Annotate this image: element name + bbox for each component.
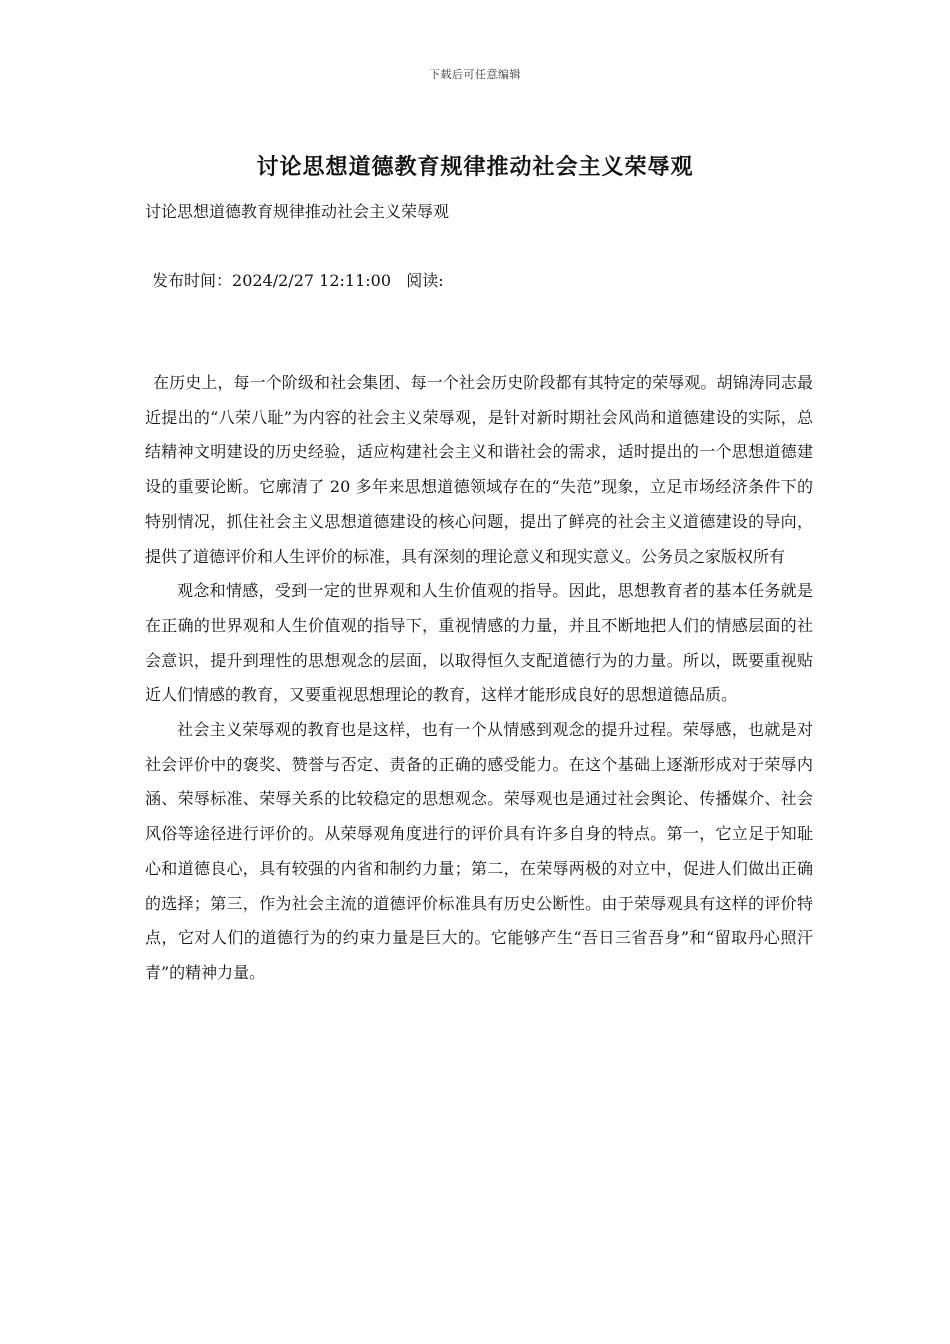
article-paragraph-1: 在历史上，每一个阶级和社会集团、每一个社会历史阶段都有其特定的荣辱观。胡锦涛同志最近提出的“八荣八耻”为内容的社会主义荣辱观，是针对新时期社会风尚和道德建设的实际，总结精神文明建设的历史经验，适应构建社会主义和谐社会的需求，适时提出的一个思想道德建设的重要论断。它廓清了 20 多年来思想道德领域存在的“失范”现象，立足市场经济条件下的特别情况，抓住社会主义思想道德建设的核心问题，提出了鲜亮的社会主义道德建设的导向，提供了道德评价和人生评价的标准，具有深刻的理论意义和现实意义。公务员之家版权所有 [145, 373, 813, 566]
page-header-note: 下载后可任意编辑 [429, 68, 521, 81]
article-paragraph-3: 社会主义荣辱观的教育也是这样，也有一个从情感到观念的提升过程。荣辱感，也就是对社会评价中的褒奖、赞誉与否定、责备的正确的感受能力。在这个基础上逐渐形成对于荣辱内涵、荣辱标准、荣辱关系的比较稳定的思想观念。荣辱观也是通过社会舆论、传播媒介、社会风俗等途径进行评价的。从荣辱观角度进行的评价具有许多自身的特点。第一，它立足于知耻心和道德良心，具有较强的内省和制约力量；第二，在荣辱两极的对立中，促进人们做出正确的选择；第三，作为社会主流的道德评价标准具有历史公断性。由于荣辱观具有这样的评价特点，它对人们的道德行为的约束力量是巨大的。它能够产生“吾日三省吾身”和“留取丹心照汗青”的精神力量。 [145, 720, 813, 982]
publish-meta [152, 268, 444, 291]
publish-time-label: 发布时间： [152, 271, 233, 290]
read-count-label: 阅读: [406, 271, 444, 290]
article-body [145, 366, 813, 991]
article-paragraph-2: 观念和情感，受到一定的世界观和人生价值观的指导。因此，思想教育者的基本任务就是在正确的世界观和人生价值观的指导下，重视情感的力量，并且不断地把人们的情感层面的社会意识，提升到理性的思想观念的层面，以取得恒久支配道德行为的力量。所以，既要重视贴近人们情感的教育，又要重视思想理论的教育，这样才能形成良好的思想道德品质。 [145, 581, 813, 705]
publish-time-value: 2024/2/27 12:11:00 [232, 271, 391, 290]
document-title: 讨论思想道德教育规律推动社会主义荣辱观 [256, 154, 694, 180]
document-subtitle: 讨论思想道德教育规律推动社会主义荣辱观 [145, 202, 450, 221]
